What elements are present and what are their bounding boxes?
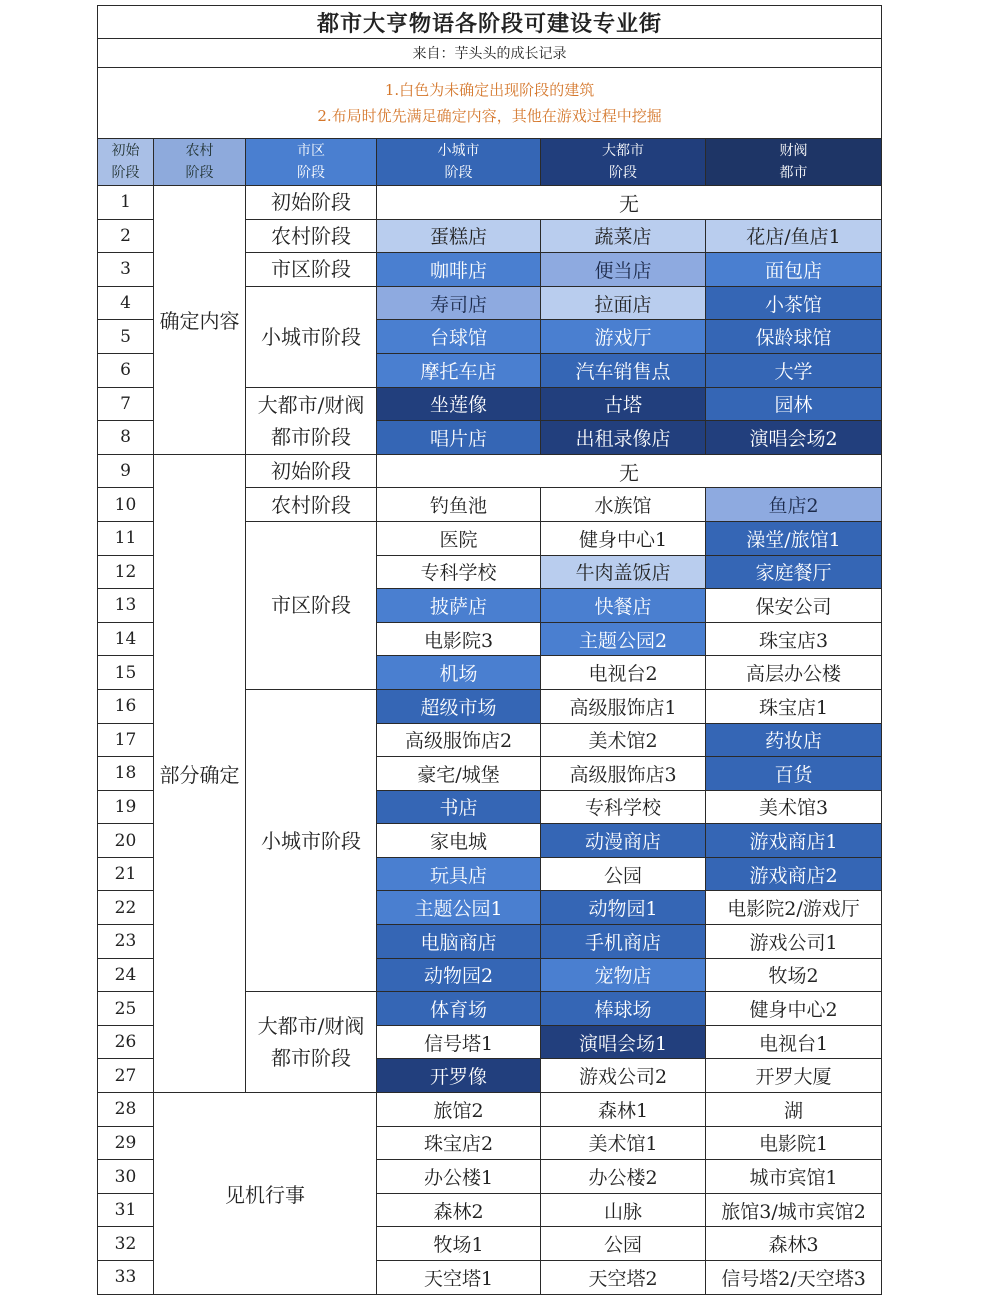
building-cell: 旅馆3/城市宾馆2 (706, 1193, 882, 1227)
building-cell: 动漫商店 (541, 824, 706, 858)
header-rural: 农村 阶段 (154, 139, 246, 186)
row-number: 13 (98, 589, 154, 623)
row-number: 12 (98, 555, 154, 589)
header-smallcity: 小城市 阶段 (377, 139, 541, 186)
stage-initial: 初始阶段 (246, 186, 377, 220)
building-cell: 公园 (541, 1227, 706, 1261)
building-cell: 信号塔1 (377, 1025, 541, 1059)
building-cell: 手机商店 (541, 925, 706, 959)
row-number: 24 (98, 958, 154, 992)
row-number: 6 (98, 353, 154, 387)
building-cell: 珠宝店3 (706, 622, 882, 656)
building-cell: 钓鱼池 (377, 488, 541, 522)
row-number: 18 (98, 757, 154, 791)
building-cell: 专科学校 (541, 790, 706, 824)
row-number: 19 (98, 790, 154, 824)
building-cell: 湖 (706, 1093, 882, 1127)
building-cell: 山脉 (541, 1193, 706, 1227)
building-cell: 电影院1 (706, 1126, 882, 1160)
notes (98, 68, 882, 139)
row-number: 21 (98, 857, 154, 891)
building-cell: 健身中心2 (706, 992, 882, 1026)
stage-metro-line: 都市阶段 (271, 1046, 351, 1071)
none-cell: 无 (377, 186, 882, 220)
row-number: 23 (98, 925, 154, 959)
building-cell: 保安公司 (706, 589, 882, 623)
building-cell: 园林 (706, 387, 882, 421)
header-initial: 初始 阶段 (98, 139, 154, 186)
building-cell: 医院 (377, 521, 541, 555)
building-cell: 豪宅/城堡 (377, 757, 541, 791)
building-cell: 开罗大厦 (706, 1059, 882, 1093)
building-cell: 办公楼2 (541, 1160, 706, 1194)
building-cell: 小茶馆 (706, 286, 882, 320)
stage-rural: 农村阶段 (246, 488, 377, 522)
building-cell: 便当店 (541, 253, 706, 287)
building-cell: 办公楼1 (377, 1160, 541, 1194)
building-cell: 动物园2 (377, 958, 541, 992)
stage-initial: 初始阶段 (246, 454, 377, 488)
building-cell: 天空塔1 (377, 1261, 541, 1295)
building-cell: 高级服饰店1 (541, 689, 706, 723)
building-cell: 拉面店 (541, 286, 706, 320)
stage-smallcity: 小城市阶段 (246, 689, 377, 991)
row-number: 1 (98, 186, 154, 220)
building-cell: 珠宝店2 (377, 1126, 541, 1160)
building-cell: 电视台1 (706, 1025, 882, 1059)
table-row (98, 186, 882, 220)
building-cell: 花店/鱼店1 (706, 219, 882, 253)
building-cell: 披萨店 (377, 589, 541, 623)
building-cell: 开罗像 (377, 1059, 541, 1093)
stage-urban: 市区阶段 (246, 253, 377, 287)
building-cell: 美术馆3 (706, 790, 882, 824)
row-number: 16 (98, 689, 154, 723)
building-cell: 森林2 (377, 1193, 541, 1227)
row-number: 27 (98, 1059, 154, 1093)
row-number: 4 (98, 286, 154, 320)
note-1: 1.白色为未确定出现阶段的建筑 (384, 81, 595, 99)
row-number: 25 (98, 992, 154, 1026)
building-cell: 动物园1 (541, 891, 706, 925)
building-cell: 保龄球馆 (706, 320, 882, 354)
building-cell: 百货 (706, 757, 882, 791)
building-cell: 唱片店 (377, 421, 541, 455)
stage-metro (246, 992, 377, 1093)
building-cell: 旅馆2 (377, 1093, 541, 1127)
spreadsheet (97, 5, 881, 1295)
row-number: 22 (98, 891, 154, 925)
building-cell: 高层办公楼 (706, 656, 882, 690)
building-cell: 森林1 (541, 1093, 706, 1127)
building-cell: 健身中心1 (541, 521, 706, 555)
building-cell: 大学 (706, 353, 882, 387)
header-row (98, 139, 882, 186)
building-cell: 电影院2/游戏厅 (706, 891, 882, 925)
building-cell: 游戏厅 (541, 320, 706, 354)
header-metro: 大都市 阶段 (541, 139, 706, 186)
building-cell: 玩具店 (377, 857, 541, 891)
building-cell: 家庭餐厅 (706, 555, 882, 589)
building-cell: 书店 (377, 790, 541, 824)
row-number: 8 (98, 421, 154, 455)
row-number: 17 (98, 723, 154, 757)
building-cell: 珠宝店1 (706, 689, 882, 723)
building-cell: 游戏公司1 (706, 925, 882, 959)
building-cell: 信号塔2/天空塔3 (706, 1261, 882, 1295)
building-cell: 公园 (541, 857, 706, 891)
row-number: 28 (98, 1093, 154, 1127)
building-cell: 坐莲像 (377, 387, 541, 421)
row-number: 29 (98, 1126, 154, 1160)
stage-table (97, 5, 882, 1295)
stage-urban: 市区阶段 (246, 521, 377, 689)
building-cell: 宠物店 (541, 958, 706, 992)
building-cell: 咖啡店 (377, 253, 541, 287)
building-cell: 寿司店 (377, 286, 541, 320)
table-row (98, 1093, 882, 1127)
building-cell: 鱼店2 (706, 488, 882, 522)
stage-metro-line: 大都市/财阀 (257, 1014, 365, 1039)
building-cell: 快餐店 (541, 589, 706, 623)
stage-metro-line: 大都市/财阀 (257, 392, 365, 417)
stage-rural: 农村阶段 (246, 219, 377, 253)
building-cell: 药妆店 (706, 723, 882, 757)
row-number: 2 (98, 219, 154, 253)
row-number: 7 (98, 387, 154, 421)
building-cell: 台球馆 (377, 320, 541, 354)
table-row (98, 454, 882, 488)
group-confirmed: 确定内容 (154, 186, 246, 455)
note-2: 2.布局时优先满足确定内容，其他在游戏过程中挖掘 (317, 107, 662, 125)
none-cell: 无 (377, 454, 882, 488)
stage-metro-line: 都市阶段 (271, 424, 351, 449)
building-cell: 城市宾馆1 (706, 1160, 882, 1194)
stage-metro (246, 387, 377, 454)
row-number: 32 (98, 1227, 154, 1261)
building-cell: 演唱会场2 (706, 421, 882, 455)
building-cell: 蔬菜店 (541, 219, 706, 253)
building-cell: 森林3 (706, 1227, 882, 1261)
source-credit: 来自：芋头头的成长记录 (98, 39, 882, 68)
building-cell: 游戏商店2 (706, 857, 882, 891)
row-number: 9 (98, 454, 154, 488)
building-cell: 蛋糕店 (377, 219, 541, 253)
building-cell: 专科学校 (377, 555, 541, 589)
building-cell: 美术馆2 (541, 723, 706, 757)
row-number: 20 (98, 824, 154, 858)
building-cell: 高级服饰店2 (377, 723, 541, 757)
building-cell: 出租录像店 (541, 421, 706, 455)
building-cell: 古塔 (541, 387, 706, 421)
building-cell: 电脑商店 (377, 925, 541, 959)
building-cell: 牧场1 (377, 1227, 541, 1261)
row-number: 31 (98, 1193, 154, 1227)
building-cell: 游戏公司2 (541, 1059, 706, 1093)
building-cell: 高级服饰店3 (541, 757, 706, 791)
building-cell: 汽车销售点 (541, 353, 706, 387)
building-cell: 美术馆1 (541, 1126, 706, 1160)
building-cell: 超级市场 (377, 689, 541, 723)
table-title: 都市大亨物语各阶段可建设专业街 (98, 6, 882, 39)
building-cell: 体育场 (377, 992, 541, 1026)
building-cell: 天空塔2 (541, 1261, 706, 1295)
row-number: 33 (98, 1261, 154, 1295)
building-cell: 主题公园2 (541, 622, 706, 656)
building-cell: 机场 (377, 656, 541, 690)
group-opportunistic: 见机行事 (154, 1093, 377, 1295)
row-number: 15 (98, 656, 154, 690)
building-cell: 主题公园1 (377, 891, 541, 925)
row-number: 30 (98, 1160, 154, 1194)
building-cell: 摩托车店 (377, 353, 541, 387)
building-cell: 电影院3 (377, 622, 541, 656)
building-cell: 电视台2 (541, 656, 706, 690)
building-cell: 面包店 (706, 253, 882, 287)
row-number: 5 (98, 320, 154, 354)
row-number: 11 (98, 521, 154, 555)
header-urban: 市区 阶段 (246, 139, 377, 186)
building-cell: 澡堂/旅馆1 (706, 521, 882, 555)
header-zaibatsu: 财阀 都市 (706, 139, 882, 186)
row-number: 26 (98, 1025, 154, 1059)
row-number: 14 (98, 622, 154, 656)
building-cell: 演唱会场1 (541, 1025, 706, 1059)
building-cell: 牛肉盖饭店 (541, 555, 706, 589)
building-cell: 棒球场 (541, 992, 706, 1026)
stage-smallcity: 小城市阶段 (246, 286, 377, 387)
building-cell: 游戏商店1 (706, 824, 882, 858)
building-cell: 水族馆 (541, 488, 706, 522)
group-partial: 部分确定 (154, 454, 246, 1092)
building-cell: 家电城 (377, 824, 541, 858)
row-number: 3 (98, 253, 154, 287)
row-number: 10 (98, 488, 154, 522)
building-cell: 牧场2 (706, 958, 882, 992)
